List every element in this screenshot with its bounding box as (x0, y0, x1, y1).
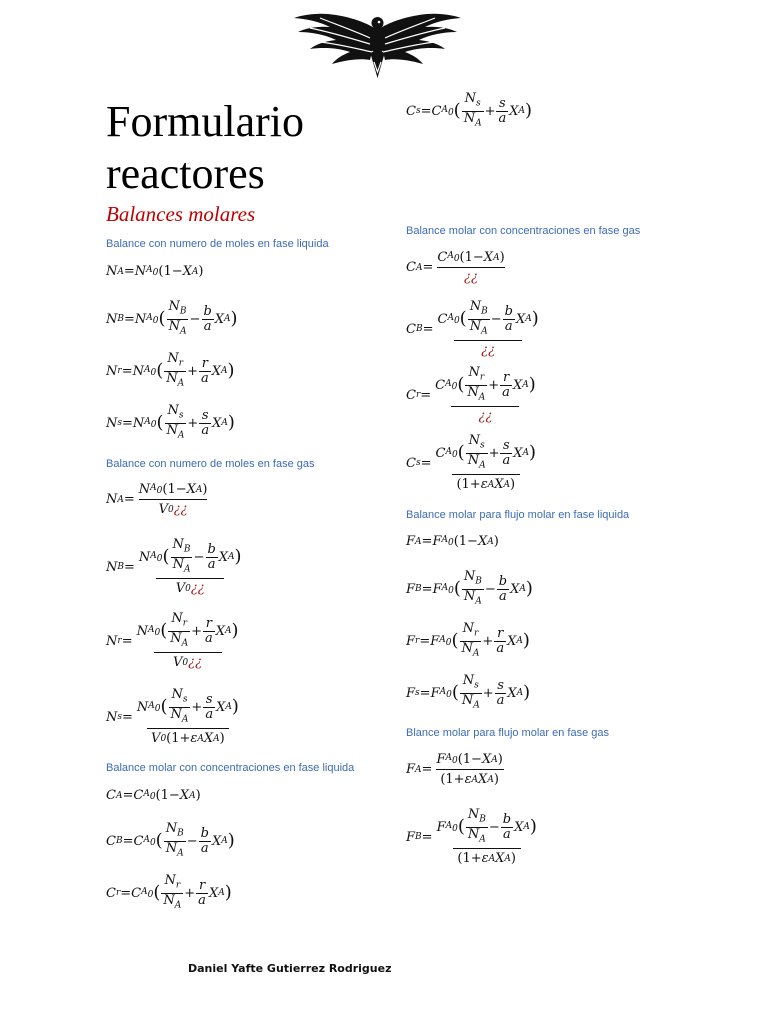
equation-cr-gas: C r = C $A_0$ ( $\frac{N_r}{N_A}$ + $\frac{r}{a}$ X A ) ¿¿ (406, 365, 536, 425)
equation-nb-gas: N B = N $A_0$ ( $\frac{N_B}{N_A}$ − $\frac{b}{a}$ X A ) V 0 ¿¿ (106, 537, 242, 597)
section-heading-gas-moles: Balance con numero de moles en fase gas (106, 458, 315, 470)
subtitle: Balances molares (106, 202, 256, 226)
section-heading-liquid-conc: Balance molar con concentraciones en fase liquida (106, 762, 355, 774)
equation-fa-gas: F A = F $A_0$ (1− X A ) (1+ ε A X A ) (406, 752, 503, 787)
equation-fa-liquid: F A = F $A_0$ (1− X A ) (406, 534, 499, 549)
eagle-logo-icon (290, 10, 465, 80)
equation-na-gas: N A = N $A_0$ (1− X A ) V 0 ¿¿ (106, 482, 208, 517)
section-heading-liquid-moles: Balance con numero de moles en fase liquida (106, 238, 329, 250)
equation-ns-gas: N s = N $A_0$ ( $\frac{N_s}{N_A}$ + $\frac{s}{a}$ X A ) V 0 (1+ ε A X A ) (106, 687, 239, 747)
equation-cr-liquid: C r = C $A_0$ ( $\frac{N_r}{N_A}$ + $\frac{r}{a}$ X A ) (106, 873, 232, 911)
page-title: Formulario reactores (106, 97, 304, 198)
equation-na-liquid: N A = N $A_0$ (1− X A ) (106, 264, 204, 279)
section-heading-gas-conc: Balance molar con concentraciones en fase gas (406, 225, 641, 237)
equation-nb-liquid: N B = N $A_0$ ( $\frac{N_B}{N_A}$ − $\frac{b}{a}$ X A ) (106, 299, 238, 337)
equation-fb-liquid: F B = F $A_0$ ( $\frac{N_B}{N_A}$ − $\frac{b}{a}$ X A ) (406, 569, 533, 607)
equation-fr-liquid: F r = F $A_0$ ( $\frac{N_r}{N_A}$ + $\frac{r}{a}$ X A ) (406, 621, 530, 659)
equation-cb-gas: C B = C $A_0$ ( $\frac{N_B}{N_A}$ − $\frac{b}{a}$ X A ) ¿¿ (406, 299, 539, 359)
equation-ca-liquid: C A = C $A_0$ (1− X A ) (106, 788, 201, 803)
equation-ca-gas: C A = C $A_0$ (1− X A ) ¿¿ (406, 250, 505, 285)
equation-fb-gas: F B = F $A_0$ ( $\frac{N_B}{N_A}$ − $\frac{b}{a}$ X A ) (1+ ε A X A ) (406, 807, 537, 867)
section-heading-gas-flow: Blance molar para flujo molar en fase gas (406, 727, 609, 739)
equation-nr-liquid: N r = N $A_0$ ( $\frac{N_r}{N_A}$ + $\frac{r}{a}$ X A ) (106, 351, 235, 389)
equation-fs-liquid: F s = F $A_0$ ( $\frac{N_s}{N_A}$ + $\frac{s}{a}$ X A ) (406, 673, 531, 711)
equation-cs-liquid: C s = C $A_0$ ( $\frac{N_s}{N_A}$ + $\frac{s}{a}$ X A ) (406, 91, 533, 129)
author-name: Daniel Yafte Gutierrez Rodriguez (188, 962, 392, 975)
equation-cb-liquid: C B = C $A_0$ ( $\frac{N_B}{N_A}$ − $\frac{b}{a}$ X A ) (106, 821, 235, 859)
equation-cs-gas: C s = C $A_0$ ( $\frac{N_s}{N_A}$ + $\frac{s}{a}$ X A ) (1+ ε A X A ) (406, 433, 537, 493)
equation-ns-liquid: N s = N $A_0$ ( $\frac{N_s}{N_A}$ + $\frac{s}{a}$ X A ) (106, 403, 235, 441)
equation-nr-gas: N r = N $A_0$ ( $\frac{N_r}{N_A}$ + $\frac{r}{a}$ X A ) V 0 ¿¿ (106, 611, 239, 671)
section-heading-liquid-flow: Balance molar para flujo molar en fase liquida (406, 509, 630, 521)
